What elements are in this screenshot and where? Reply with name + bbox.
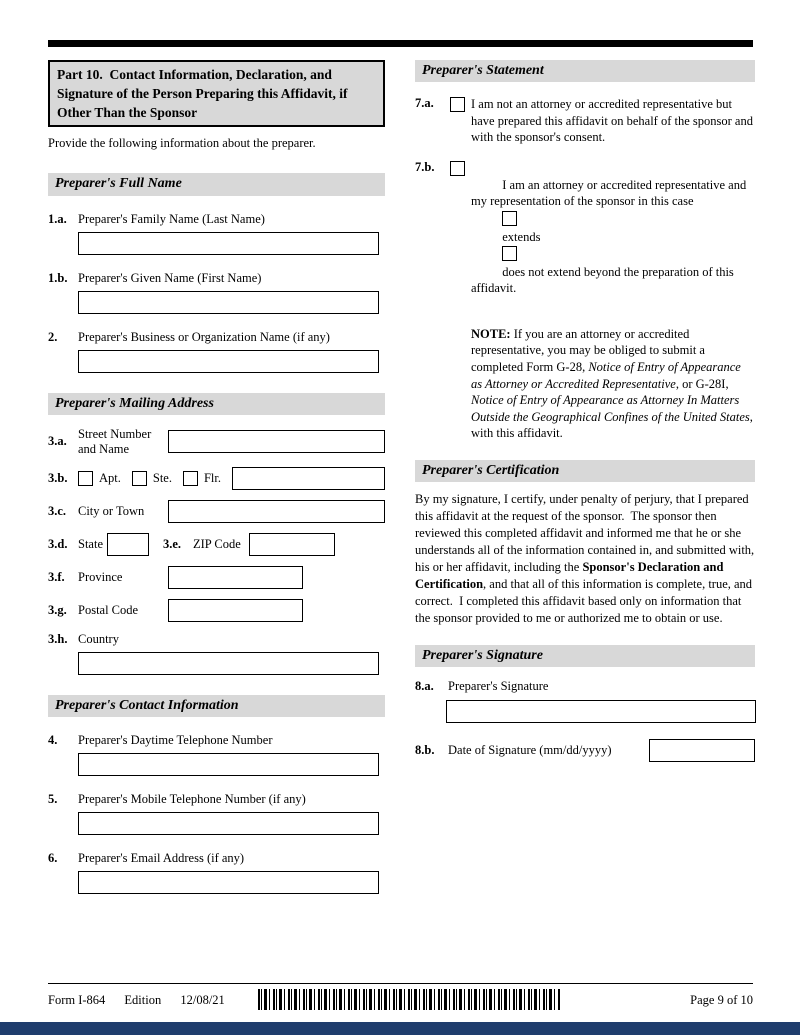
statement-7a-checkbox[interactable] (450, 97, 465, 112)
item-label: Preparer's Daytime Telephone Number (78, 733, 273, 748)
province-input[interactable] (168, 566, 303, 589)
field-3d-3e (48, 533, 385, 556)
item-label: ZIP Code (193, 536, 241, 551)
item-number: 8.a. (415, 679, 434, 694)
item-number: 3.h. (48, 631, 68, 646)
field-3f (48, 566, 385, 589)
item-number: 3.a. (48, 434, 67, 449)
section-header-signature: Preparer's Signature (415, 645, 755, 667)
right-column (415, 60, 758, 894)
flr-label: Flr. (203, 470, 222, 485)
zip-code-input[interactable] (249, 533, 335, 556)
item-label: Preparer's Family Name (Last Name) (78, 211, 265, 226)
date-of-signature-input[interactable] (649, 739, 755, 762)
item-number: 4. (48, 733, 58, 748)
extends-checkbox[interactable] (502, 211, 517, 226)
field-8b (415, 739, 755, 762)
mobile-phone-input[interactable] (78, 812, 379, 835)
field-6 (48, 851, 385, 866)
barcode (258, 989, 560, 1010)
item-label: Province (78, 569, 123, 584)
street-number-and-name-input[interactable] (168, 430, 385, 453)
postal-code-input[interactable] (168, 599, 303, 622)
statement-7b (415, 160, 755, 314)
note-text: , or G-28I, (675, 376, 732, 391)
form-number: Form I-864 (48, 992, 106, 1007)
item-label: Preparer's Signature (448, 679, 549, 694)
note-text: If you are an attorney or accredited representative, you may be obliged to submit a completed Form G-28, (471, 326, 709, 374)
form-body (48, 60, 758, 894)
item-label: Street Number and Name (78, 426, 152, 456)
section-header-full-name: Preparer's Full Name (48, 173, 385, 195)
item-label: Preparer's Given Name (First Name) (78, 270, 262, 285)
statement-7a-text: I am not an attorney or accredited representative but have prepared this affidavit on behalf of the sponsor and with the sponsor's consent. (471, 97, 757, 145)
note-form-g28i-title: Notice of Entry of Appearance as Attorney In Matters Outside the Geographical Confines of the United States (471, 393, 750, 424)
part10-intro: Provide the following information about the preparer. (48, 136, 316, 151)
field-8a (415, 679, 755, 694)
section-header-mailing-address: Preparer's Mailing Address (48, 393, 385, 415)
item-number: 5. (48, 792, 58, 807)
part10-header: Part 10. Contact Information, Declaration, and Signature of the Person Preparing this Affidavit, if Other Than the Sponsor (48, 60, 385, 127)
item-number: 7.b. (415, 160, 435, 175)
item-label: Postal Code (78, 602, 139, 617)
left-column (48, 60, 385, 894)
edition-label: Edition (124, 992, 162, 1007)
ste-checkbox[interactable] (132, 471, 147, 486)
statement-7b-text (471, 160, 755, 314)
note-text: , with this affidavit. (471, 409, 757, 441)
field-3c (48, 500, 385, 523)
state-input[interactable] (107, 533, 149, 556)
page-footer (48, 983, 753, 1011)
field-5 (48, 792, 385, 807)
bottom-blue-bar (0, 1022, 800, 1035)
page-number: Page 9 of 10 (690, 992, 753, 1007)
does-not-extend-label: does not extend beyond the preparation of this affidavit. (471, 264, 737, 296)
country-input[interactable] (78, 652, 379, 675)
statement-7a (415, 96, 755, 146)
item-label: State (78, 536, 103, 551)
certification-text-part: By my signature, I certify, under penalty of perjury, that I prepared this affidavit at the request of the sponsor. The sponsor then reviewed this completed affidavit and informed me that he or she understands all of the information contained in, and submitted with, his or her affidavit, including the (415, 492, 758, 575)
ste-label: Ste. (152, 470, 172, 485)
item-number: 3.c. (48, 503, 67, 518)
item-number: 3.e. (163, 536, 182, 551)
section-header-contact-info: Preparer's Contact Information (48, 695, 385, 717)
item-number: 2. (48, 329, 58, 344)
field-3a (48, 427, 385, 457)
field-3b (48, 467, 385, 490)
item-number: 3.f. (48, 569, 65, 584)
item-number: 1.a. (48, 211, 67, 226)
item-number: 3.g. (48, 602, 67, 617)
preparer-signature-input[interactable] (446, 700, 756, 723)
top-rule (48, 40, 753, 47)
field-1a (48, 212, 385, 227)
certification-text-part: , and that all of this information is complete, true, and correct. I completed this affidavit based only on information that the sponsor provided to me or authorized me to obtain or use. (415, 577, 756, 626)
item-label: Date of Signature (mm/dd/yyyy) (448, 743, 612, 758)
item-number: 3.d. (48, 536, 68, 551)
section-header-statement: Preparer's Statement (415, 60, 755, 82)
does-not-extend-checkbox[interactable] (502, 246, 517, 261)
item-number: 3.b. (48, 470, 68, 485)
certification-text (415, 491, 758, 627)
item-label: Preparer's Mobile Telephone Number (if any) (78, 792, 306, 807)
item-number: 6. (48, 851, 58, 866)
flr-checkbox[interactable] (183, 471, 198, 486)
note-label: NOTE: (471, 326, 511, 341)
preparer-business-name-input[interactable] (78, 350, 379, 373)
attorney-note (471, 326, 755, 442)
field-2 (48, 330, 385, 345)
statement-7b-checkbox[interactable] (450, 161, 465, 176)
extends-label: extends (502, 229, 541, 244)
preparer-family-name-input[interactable] (78, 232, 379, 255)
item-number: 7.a. (415, 96, 434, 111)
item-number: 8.b. (415, 743, 435, 758)
item-label: City or Town (78, 503, 145, 518)
sponsors-declaration-reference: Sponsor's Declaration and Certification (415, 560, 727, 592)
field-3g (48, 599, 385, 622)
edition-date: 12/08/21 (180, 992, 225, 1007)
apt-label: Apt. (99, 470, 121, 485)
preparer-given-name-input[interactable] (78, 291, 379, 314)
statement-7b-lead: I am an attorney or accredited representative and my representation of the sponsor in this case (471, 177, 750, 209)
item-label: Preparer's Business or Organization Name (if any) (78, 329, 330, 344)
item-label: Country (78, 631, 119, 646)
email-address-input[interactable] (78, 871, 379, 894)
note-form-g28-title: Notice of Entry of Appearance as Attorney or Accredited Representative (471, 359, 744, 391)
apt-ste-flr-number-input[interactable] (232, 467, 385, 490)
section-header-certification: Preparer's Certification (415, 460, 755, 482)
apt-checkbox[interactable] (78, 471, 93, 486)
field-1b (48, 271, 385, 286)
item-number: 1.b. (48, 270, 68, 285)
item-label: Preparer's Email Address (if any) (78, 851, 245, 866)
daytime-phone-input[interactable] (78, 753, 379, 776)
field-3h (48, 632, 385, 647)
footer-left (48, 993, 225, 1008)
field-4 (48, 733, 385, 748)
city-or-town-input[interactable] (168, 500, 385, 523)
